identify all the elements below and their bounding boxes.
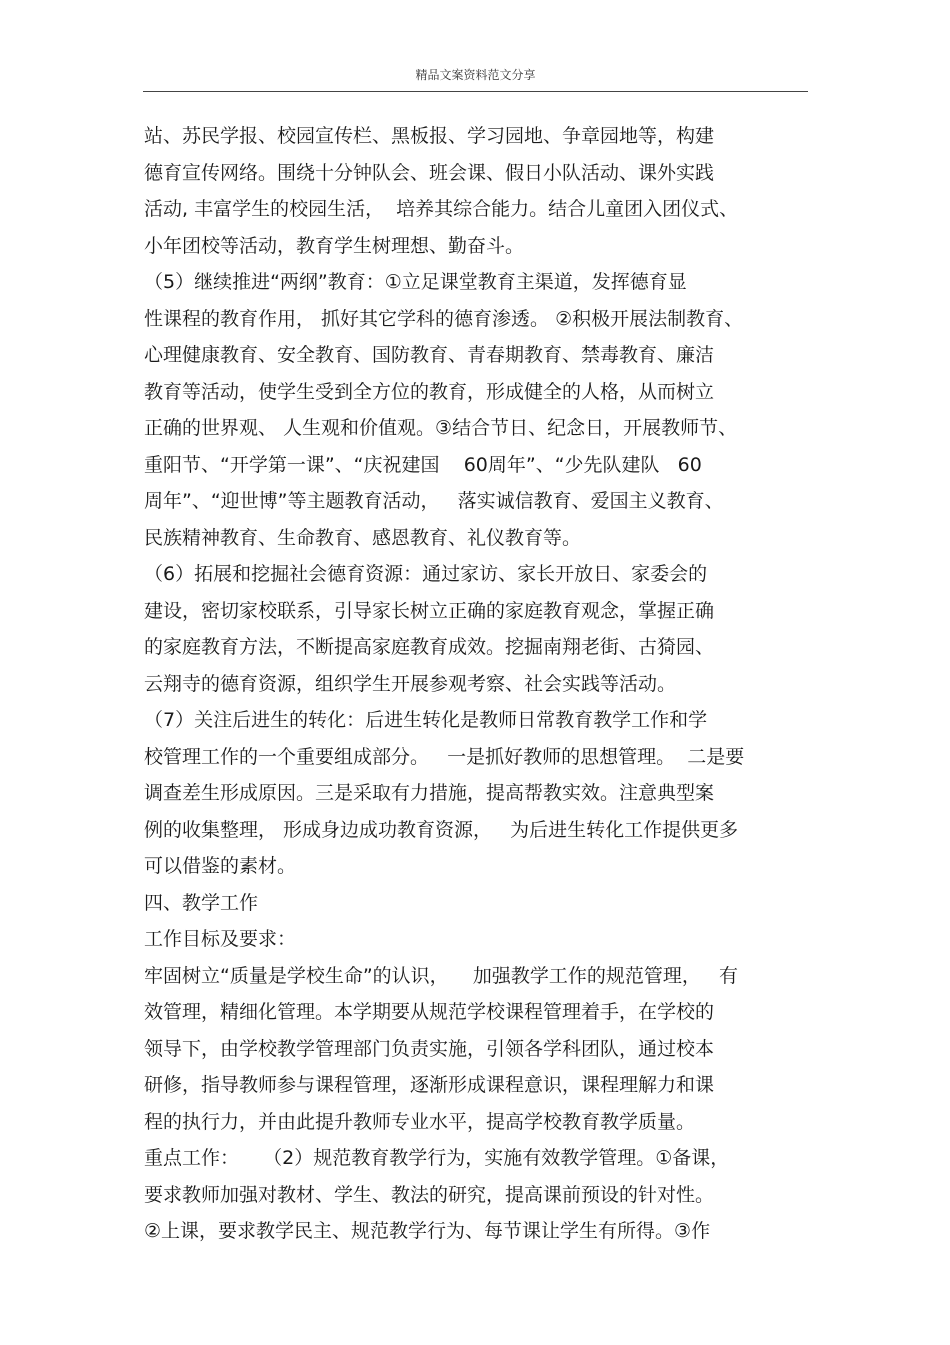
text-line: 性课程的教育作用， 抓好其它学科的德育渗透。 ②积极开展法制教育、 <box>144 307 744 330</box>
text-line: 重点工作： （2）规范教育教学行为，实施有效教学管理。①备课， <box>144 1147 730 1169</box>
text-line: 正确的世界观、 人生观和价值观。③结合节日、纪念日，开展教师节、 <box>144 417 738 439</box>
text-line: ②上课，要求教学民主、规范教学行为、每节课让学生有所得。③作 <box>144 1220 711 1242</box>
text-line: 小年团校等活动，教育学生树理想、勤奋斗。 <box>144 234 525 257</box>
text-line: 重阳节、“开学第一课”、“庆祝建国 60周年”、“少先队建队 60 <box>144 453 702 476</box>
text-line: （5）继续推进“两纲”教育：①立足课堂教育主渠道，发挥德育显 <box>144 271 687 293</box>
text-line: 的家庭教育方法，不断提高家庭教育成效。挖掘南翔老街、古猗园、 <box>144 636 715 658</box>
text-line: 调查差生形成原因。三是采取有力措施，提高帮教实效。注意典型案 <box>144 782 715 804</box>
text-line: 要求教师加强对教材、学生、教法的研究，提高课前预设的针对性。 <box>144 1183 715 1206</box>
text-line: 建设，密切家校联系，引导家长树立正确的家庭教育观念，掌握正确 <box>144 599 715 622</box>
text-line: 四、教学工作 <box>144 891 259 914</box>
text-line: 工作目标及要求： <box>144 928 297 950</box>
text-line: 程的执行力，并由此提升教师专业水平，提高学校教育教学质量。 <box>144 1110 696 1133</box>
text-line: 领导下，由学校教学管理部门负责实施，引领各学科团队，通过校本 <box>144 1037 715 1060</box>
text-line: （7）关注后进生的转化：后进生转化是教师日常教育教学工作和学 <box>144 709 708 731</box>
text-line: 云翔寺的德育资源，组织学生开展参观考察、社会实践等活动。 <box>144 672 677 695</box>
text-line: 德育宣传网络。围绕十分钟队会、班会课、假日小队活动、课外实践 <box>144 161 715 184</box>
text-line: 周年”、“迎世博”等主题教育活动， 落实诚信教育、爱国主义教育、 <box>144 490 724 512</box>
text-line: 可以借鉴的素材。 <box>144 855 297 877</box>
text-line: 活动, 丰富学生的校园生活， 培养其综合能力。结合儿童团入团仪式、 <box>144 198 739 220</box>
text-line: 教育等活动，使学生受到全方位的教育，形成健全的人格，从而树立 <box>144 380 715 403</box>
text-line: 牢固树立“质量是学校生命”的认识， 加强教学工作的规范管理， 有 <box>144 964 738 987</box>
text-line: 民族精神教育、生命教育、感恩教育、礼仪教育等。 <box>144 526 582 549</box>
text-line: 站、苏民学报、校园宣传栏、黑板报、学习园地、争章园地等，构建 <box>144 125 715 147</box>
text-line: 研修，指导教师参与课程管理，逐渐形成课程意识，课程理解力和课 <box>144 1074 715 1096</box>
document-body <box>144 118 814 1250</box>
text-line: （6）拓展和挖掘社会德育资源：通过家访、家长开放日、家委会的 <box>144 563 708 585</box>
text-line: 校管理工作的一个重要组成部分。 一是抓好教师的思想管理。 二是要 <box>144 745 745 768</box>
text-line: 心理健康教育、安全教育、国防教育、青春期教育、禁毒教育、廉洁 <box>144 344 715 366</box>
text-line: 效管理，精细化管理。本学期要从规范学校课程管理着手，在学校的 <box>144 1001 715 1023</box>
header-rule <box>143 91 808 92</box>
text-line: 例的收集整理， 形成身边成功教育资源， 为后进生转化工作提供更多 <box>144 818 739 841</box>
page-header: 精品文案资料范文分享 <box>415 68 536 82</box>
